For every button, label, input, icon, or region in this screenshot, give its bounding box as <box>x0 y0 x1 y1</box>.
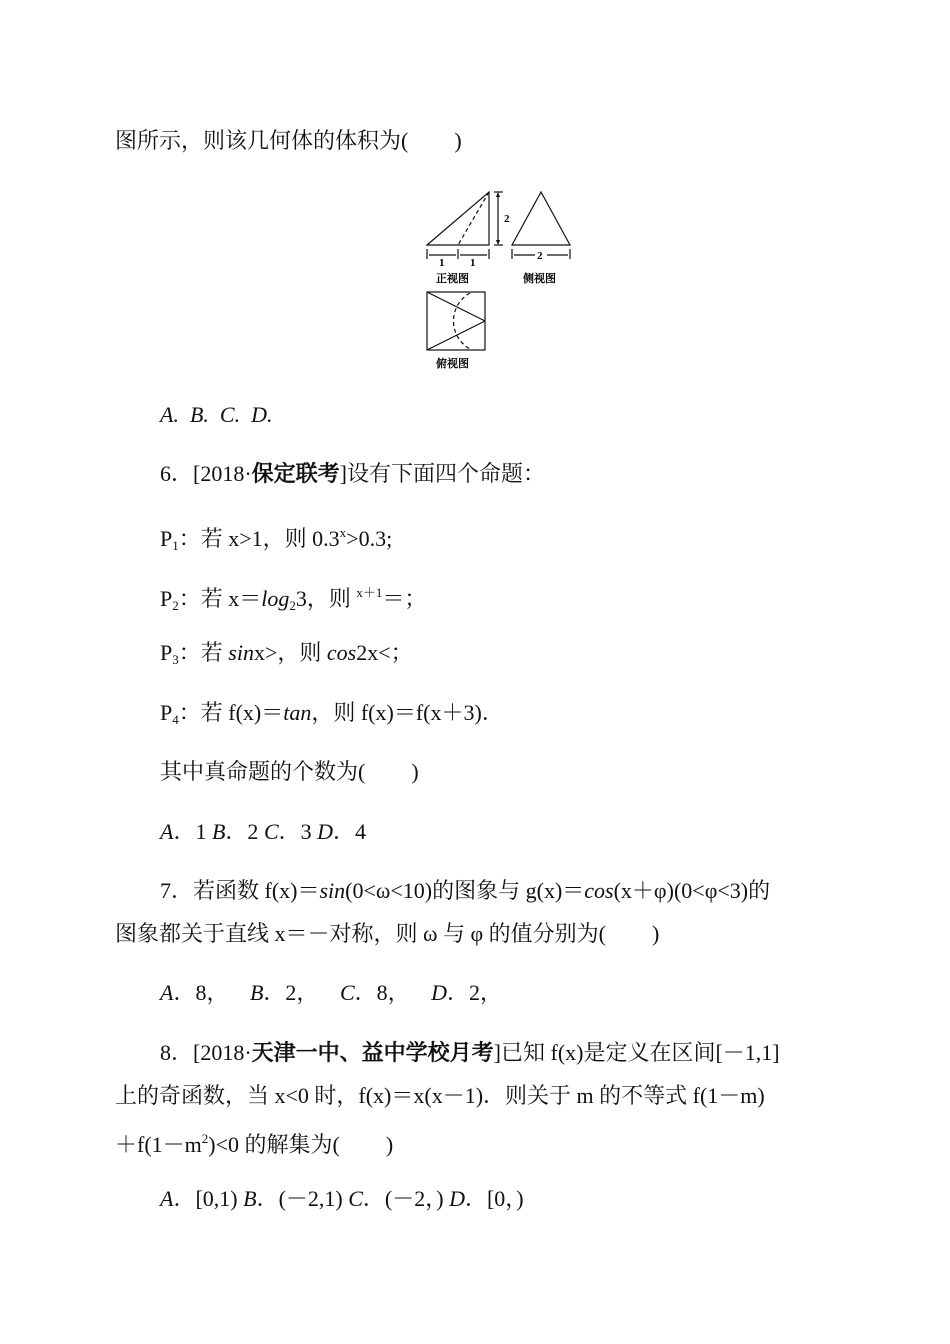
front-view-hidden-edge <box>458 192 489 245</box>
three-view-figure <box>420 185 580 375</box>
q7-line-2-text: 图象都关于直线 x＝－对称，则 ω 与 φ 的值分别为( <box>115 921 607 946</box>
p2-label: P <box>160 586 173 611</box>
q7-option-a-value: ．8， <box>173 980 229 1005</box>
p1-sup: x <box>339 525 347 540</box>
intro-line <box>115 126 462 156</box>
q8-options <box>160 1184 524 1214</box>
q8-option-d-value: ．[0，) <box>464 1186 524 1211</box>
q8-option-d[interactable]: D <box>449 1186 465 1211</box>
side-dim-2: 2 <box>537 250 543 262</box>
q8-option-c[interactable]: C <box>348 1186 363 1211</box>
q8-line-2-text: 上的奇函数，当 x<0 时，f(x)＝x(x－1)．则关于 m 的不等式 f(1－m) <box>115 1083 765 1108</box>
q7-line-2 <box>115 919 659 949</box>
q8-source: 天津一中、益中学校月考 <box>251 1040 494 1065</box>
q6-stem-text: ]设有下面四个命题： <box>339 461 545 486</box>
q6-option-d-value: ．4 <box>333 819 367 844</box>
front-dim-arrow-down <box>496 240 500 245</box>
top-view-hidden-arc <box>453 293 470 349</box>
q8-option-c-value: ．(－2，) <box>362 1186 450 1211</box>
q6-ask-text: 其中真命题的个数为( <box>160 759 366 784</box>
front-dim-2: 2 <box>504 213 510 225</box>
q8-number: 8．[2018· <box>160 1040 252 1065</box>
q7-sin: sin <box>319 878 346 903</box>
q6-ask <box>160 757 419 787</box>
q6-p1 <box>160 518 392 561</box>
q8-option-a-value: ．[0,1) <box>173 1186 244 1211</box>
front-view-triangle <box>427 192 489 245</box>
q7-text-c: (x＋φ)(0<φ<3)的 <box>613 878 771 903</box>
p2-text-c: ＝； <box>382 586 427 611</box>
q7-option-c[interactable]: C <box>339 980 355 1005</box>
p2-sub: 2 <box>172 598 179 613</box>
q8-line-3 <box>115 1124 393 1160</box>
q7-option-d[interactable]: D <box>431 980 448 1005</box>
top-view-diag-upper <box>427 292 485 321</box>
q7-line-1 <box>160 876 770 906</box>
q7-text-b: (0<ω<10)的图象与 g(x)＝ <box>345 878 585 903</box>
q6-p4 <box>160 698 504 735</box>
q6-option-d[interactable]: D <box>317 819 334 844</box>
q8-option-b-value: ．(－2,1) <box>256 1186 349 1211</box>
q7-option-b[interactable]: B <box>249 980 264 1005</box>
q6-p2 <box>160 578 426 621</box>
q6-option-a-value: ．1 <box>173 819 212 844</box>
p4-sub: 4 <box>172 712 179 727</box>
side-view <box>512 192 570 259</box>
p1-sub: 1 <box>172 538 179 553</box>
three-view-drawing <box>420 185 580 375</box>
q6-p3 <box>160 638 413 675</box>
p3-text-a: ：若 <box>178 640 229 665</box>
q7-option-a[interactable]: A <box>160 980 174 1005</box>
q6-option-a[interactable]: A <box>160 819 174 844</box>
side-view-label: 侧视图 <box>523 273 556 285</box>
p1-text-a: ：若 x>1，则 0.3 <box>178 526 340 551</box>
q5-option-b[interactable]: B. <box>189 402 209 427</box>
q7-cos: cos <box>584 878 614 903</box>
front-view <box>427 192 503 259</box>
q8-line-1 <box>160 1038 780 1068</box>
q6-ask-close: ) <box>411 759 419 784</box>
q6-stem <box>160 459 545 489</box>
q7-option-d-value: ．2， <box>447 980 503 1005</box>
q5-option-a[interactable]: A. <box>160 402 179 427</box>
intro-close: ) <box>454 128 462 153</box>
p1-label: P <box>160 526 173 551</box>
q6-source: 保定联考 <box>251 461 340 486</box>
p3-text-c: 2x<； <box>356 640 413 665</box>
side-view-triangle <box>512 192 570 245</box>
q8-close: ) <box>385 1132 394 1157</box>
p4-text-b: ，则 f(x)＝f(x＋3)． <box>311 700 504 725</box>
q5-option-c[interactable]: C. <box>219 402 241 427</box>
q6-option-b[interactable]: B <box>211 819 226 844</box>
q7-close: ) <box>652 921 660 946</box>
p1-text-b: >0.3; <box>346 526 393 551</box>
q6-option-c-value: ．3 <box>278 819 318 844</box>
p2-text-b: 3，则 <box>295 586 357 611</box>
q5-options <box>160 400 272 430</box>
p4-label: P <box>160 700 173 725</box>
q8-text-a: ＋f(1－m <box>115 1132 202 1157</box>
q6-option-c[interactable]: C <box>263 819 279 844</box>
p3-label: P <box>160 640 173 665</box>
front-dim-1a: 1 <box>439 257 445 269</box>
q7-option-b-value: ．2， <box>263 980 319 1005</box>
p3-sin: sin <box>228 640 254 665</box>
front-dim-1b: 1 <box>470 257 476 269</box>
q8-sup: 2 <box>201 1131 209 1146</box>
q5-option-d[interactable]: D. <box>251 402 273 427</box>
q8-line-2 <box>115 1081 765 1111</box>
q7-text-a: 7．若函数 f(x)＝ <box>160 878 320 903</box>
top-view <box>427 292 485 350</box>
q7-options <box>160 978 502 1008</box>
front-view-label: 正视图 <box>436 273 469 285</box>
p3-sub: 3 <box>172 652 179 667</box>
p2-sup: x＋1 <box>356 585 383 600</box>
q6-options <box>160 817 366 847</box>
q8-text-b: )<0 的解集为( <box>208 1132 340 1157</box>
p2-log-base: 2 <box>289 598 296 613</box>
q6-number: 6．[2018· <box>160 461 252 486</box>
front-dim-arrow-up <box>496 192 500 197</box>
q8-line-1-text: ]已知 f(x)是定义在区间[－1,1] <box>493 1040 780 1065</box>
p4-tan: tan <box>283 700 312 725</box>
p2-text-a: ：若 x＝ <box>178 586 262 611</box>
p4-text-a: ：若 f(x)＝ <box>178 700 284 725</box>
p3-text-b: x>，则 <box>253 640 327 665</box>
top-view-square <box>427 292 485 350</box>
q8-option-b[interactable]: B <box>243 1186 257 1211</box>
q6-option-b-value: ．2 <box>225 819 264 844</box>
p2-log: log <box>261 586 290 611</box>
intro-text: 图所示，则该几何体的体积为( <box>115 128 409 153</box>
top-view-diag-lower <box>427 321 485 350</box>
top-view-label: 俯视图 <box>436 358 469 370</box>
p3-cos: cos <box>326 640 357 665</box>
q7-option-c-value: ．8， <box>354 980 410 1005</box>
q8-option-a[interactable]: A <box>160 1186 174 1211</box>
